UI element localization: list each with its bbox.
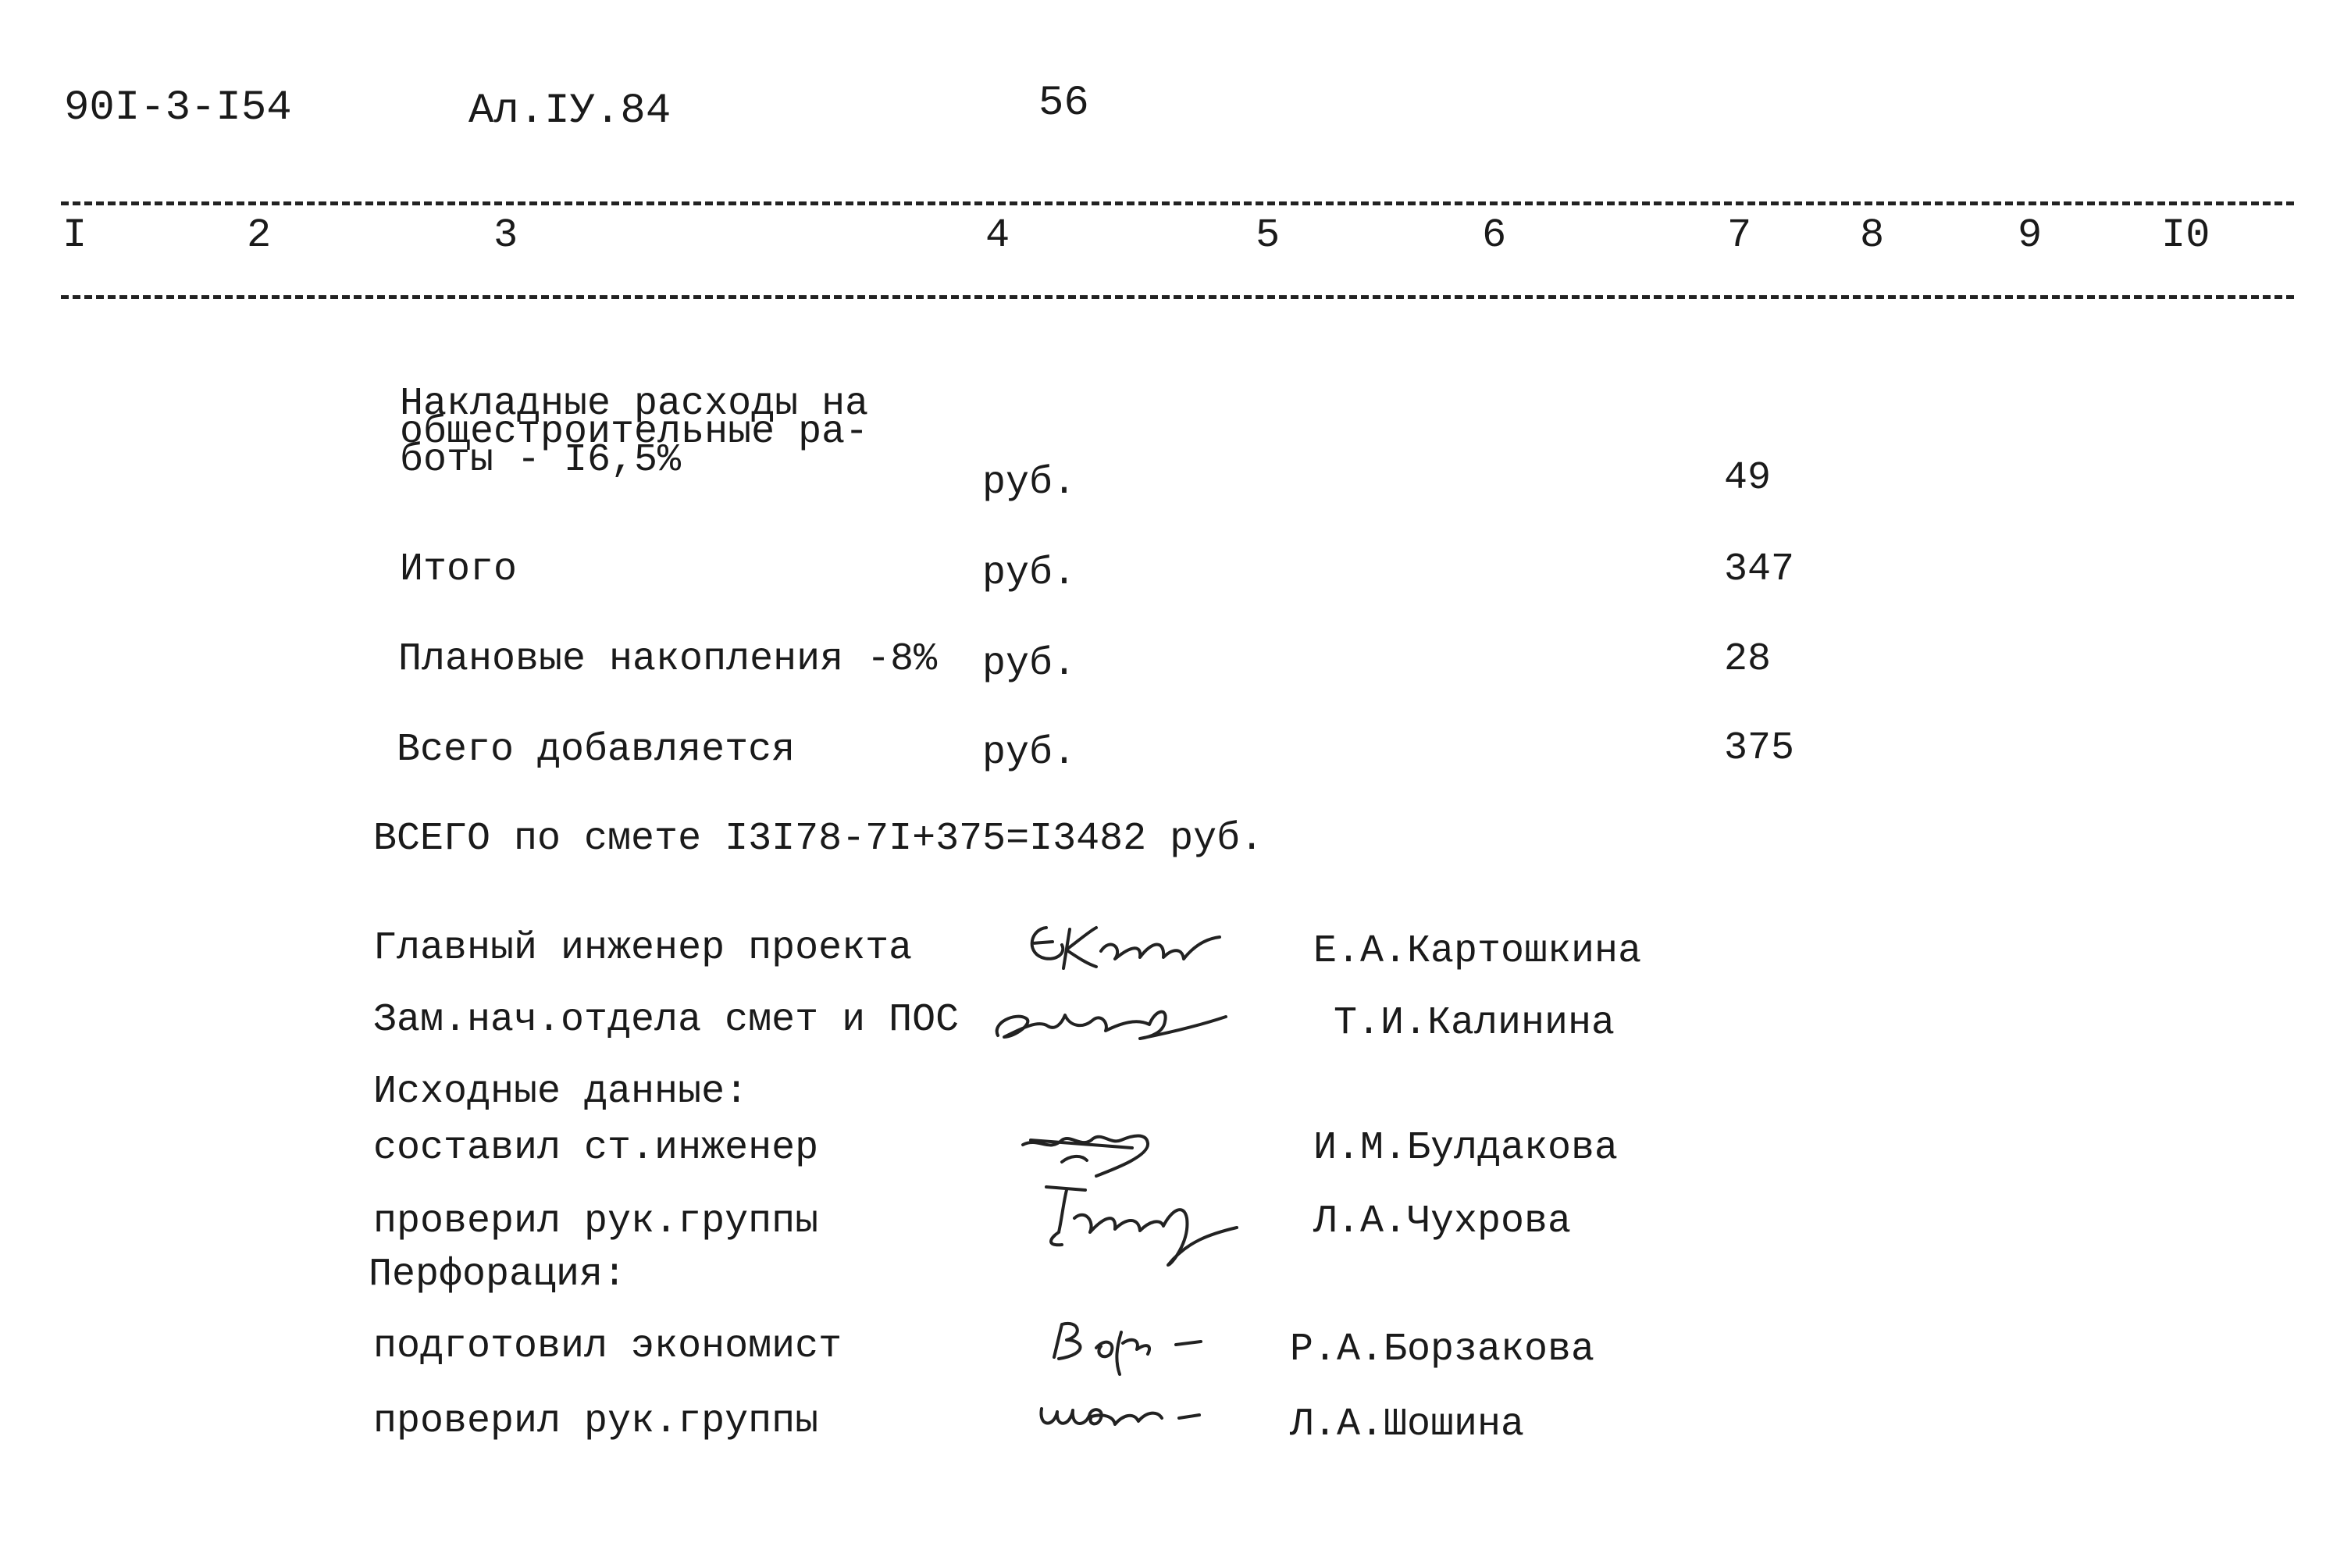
column-number-6: 6 <box>1482 212 1507 258</box>
section-perforation: Перфорация: <box>369 1253 627 1297</box>
page-number: 56 <box>1038 80 1089 127</box>
row-total-added-name: Всего добавляется <box>397 728 796 772</box>
signature-chukhrova-icon <box>1031 1171 1249 1273</box>
role-chief-engineer: Главный инженер проекта <box>373 926 913 971</box>
table-top-rule <box>61 201 2294 205</box>
column-number-7: 7 <box>1727 212 1752 258</box>
grand-total: ВСЕГО по смете I3I78-7I+375=I3482 руб. <box>373 817 1264 861</box>
signature-kartoshkina-icon <box>1015 914 1234 984</box>
role-deputy-head: Зам.нач.отдела смет и ПОС <box>373 998 960 1042</box>
document-code: 90I-3-I54 <box>64 84 292 132</box>
role-prepared-by: подготовил экономист <box>373 1324 842 1369</box>
table-header-rule <box>61 295 2294 299</box>
role-compiled-by: составил ст.инженер <box>373 1126 819 1171</box>
row-subtotal-value: 347 <box>1724 547 1795 592</box>
row-overhead-value: 49 <box>1724 456 1772 501</box>
album-number: Ал.IУ.84 <box>468 87 671 135</box>
row-total-added-unit: руб. <box>982 731 1077 775</box>
role-checked-by-group-lead-1: проверил рук.группы <box>373 1199 819 1244</box>
column-number-1: I <box>62 212 87 258</box>
row-subtotal-unit: руб. <box>982 551 1077 596</box>
column-number-3: 3 <box>493 212 518 258</box>
role-checked-by-group-lead-2: проверил рук.группы <box>373 1399 819 1444</box>
row-planned-savings-name: Плановые накопления -8% <box>398 637 938 682</box>
row-overhead-unit: руб. <box>982 461 1077 505</box>
column-number-9: 9 <box>2018 212 2043 258</box>
name-kalinina: Т.И.Калинина <box>1334 1001 1615 1046</box>
signature-borzakova-icon <box>1035 1309 1238 1379</box>
column-number-2: 2 <box>247 212 272 258</box>
row-overhead-name: Накладные расходы на общестроительные ра- боты - I6,5% <box>400 382 869 483</box>
signature-kalinina-icon <box>984 992 1234 1054</box>
name-buldakova: И.М.Булдакова <box>1313 1126 1619 1171</box>
signature-shoshina-icon <box>1032 1385 1235 1448</box>
name-borzakova: Р.А.Борзакова <box>1290 1327 1595 1372</box>
name-shoshina: Л.А.Шошина <box>1290 1402 1525 1447</box>
column-number-8: 8 <box>1860 212 1885 258</box>
column-number-5: 5 <box>1256 212 1281 258</box>
row-total-added-value: 375 <box>1724 726 1795 771</box>
name-chukhrova: Л.А.Чухрова <box>1313 1199 1572 1244</box>
column-number-10: I0 <box>2161 212 2210 258</box>
section-source-data: Исходные данные: <box>373 1070 749 1114</box>
name-kartoshkina: Е.А.Картошкина <box>1313 929 1642 974</box>
row-planned-savings-value: 28 <box>1724 637 1772 682</box>
row-planned-savings-unit: руб. <box>982 642 1077 686</box>
row-subtotal-name: Итого <box>400 547 518 592</box>
column-number-4: 4 <box>985 212 1010 258</box>
